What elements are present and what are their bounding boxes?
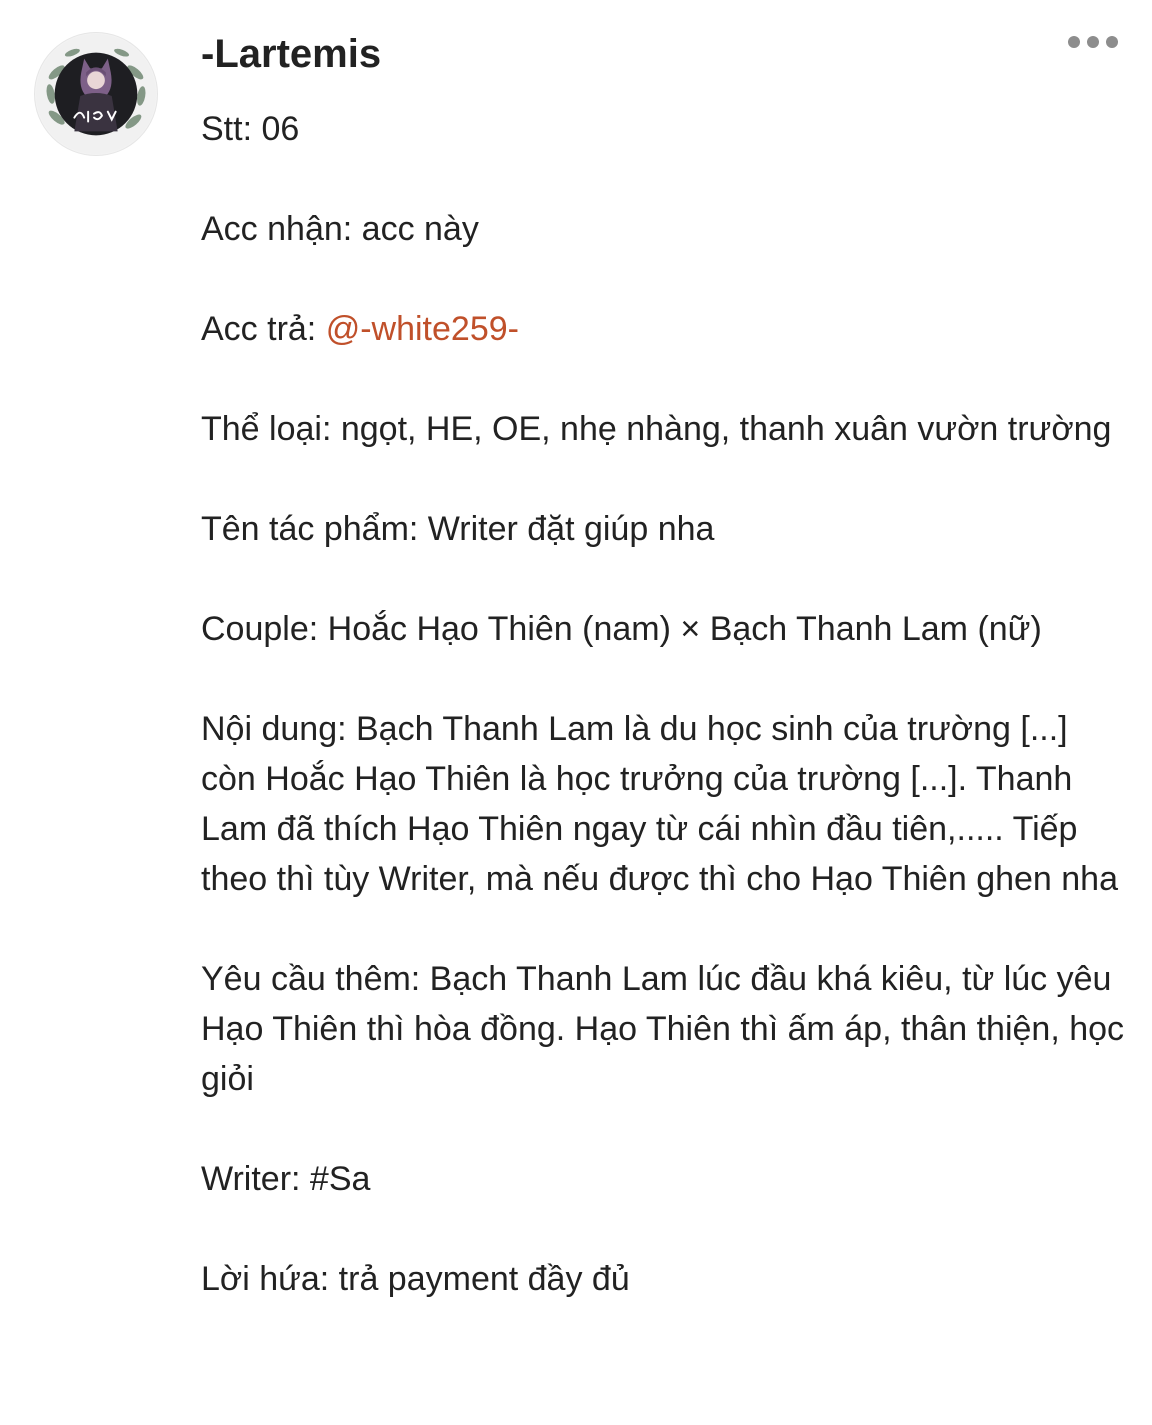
more-options-button[interactable] <box>1060 28 1126 58</box>
acc-tra-label: Acc trả: <box>201 310 326 348</box>
line-ten-tac-pham: Tên tác phẩm: Writer đặt giúp nha <box>201 510 715 548</box>
line-yeu-cau-them: Yêu cầu thêm: Bạch Thanh Lam lúc đầu khá kiêu, từ lúc yêu Hạo Thiên thì hòa đồng. Hạo Thiên thì ấm áp, thân thiện, học giỏi <box>201 960 1125 1098</box>
more-horizontal-icon <box>1060 28 1126 58</box>
avatar-image <box>35 33 157 155</box>
line-writer: Writer: #Sa <box>201 1160 371 1198</box>
line-noi-dung: Nội dung: Bạch Thanh Lam là du học sinh của trường [...] còn Hoắc Hạo Thiên là học trưởng của trường [...]. Thanh Lam đã thích Hạo Thiên ngay từ cái nhìn đầu tiên,..... Tiếp theo thì tùy Writer, mà nếu được thì cho Hạo Thiên ghen nha <box>201 710 1119 898</box>
line-loi-hua: Lời hứa: trả payment đầy đủ <box>201 1260 630 1298</box>
line-acc-nhan: Acc nhận: acc này <box>201 210 479 248</box>
line-acc-tra <box>201 304 1131 354</box>
line-stt: Stt: 06 <box>201 110 300 148</box>
avatar[interactable] <box>34 32 158 156</box>
line-couple: Couple: Hoắc Hạo Thiên (nam) × Bạch Thanh Lam (nữ) <box>201 610 1042 648</box>
line-the-loai: Thể loại: ngọt, HE, OE, nhẹ nhàng, thanh xuân vườn trường <box>201 410 1112 448</box>
comment-body <box>201 104 1131 1304</box>
username[interactable]: -Lartemis <box>201 32 382 76</box>
user-mention-link[interactable]: @-white259- <box>325 310 519 348</box>
